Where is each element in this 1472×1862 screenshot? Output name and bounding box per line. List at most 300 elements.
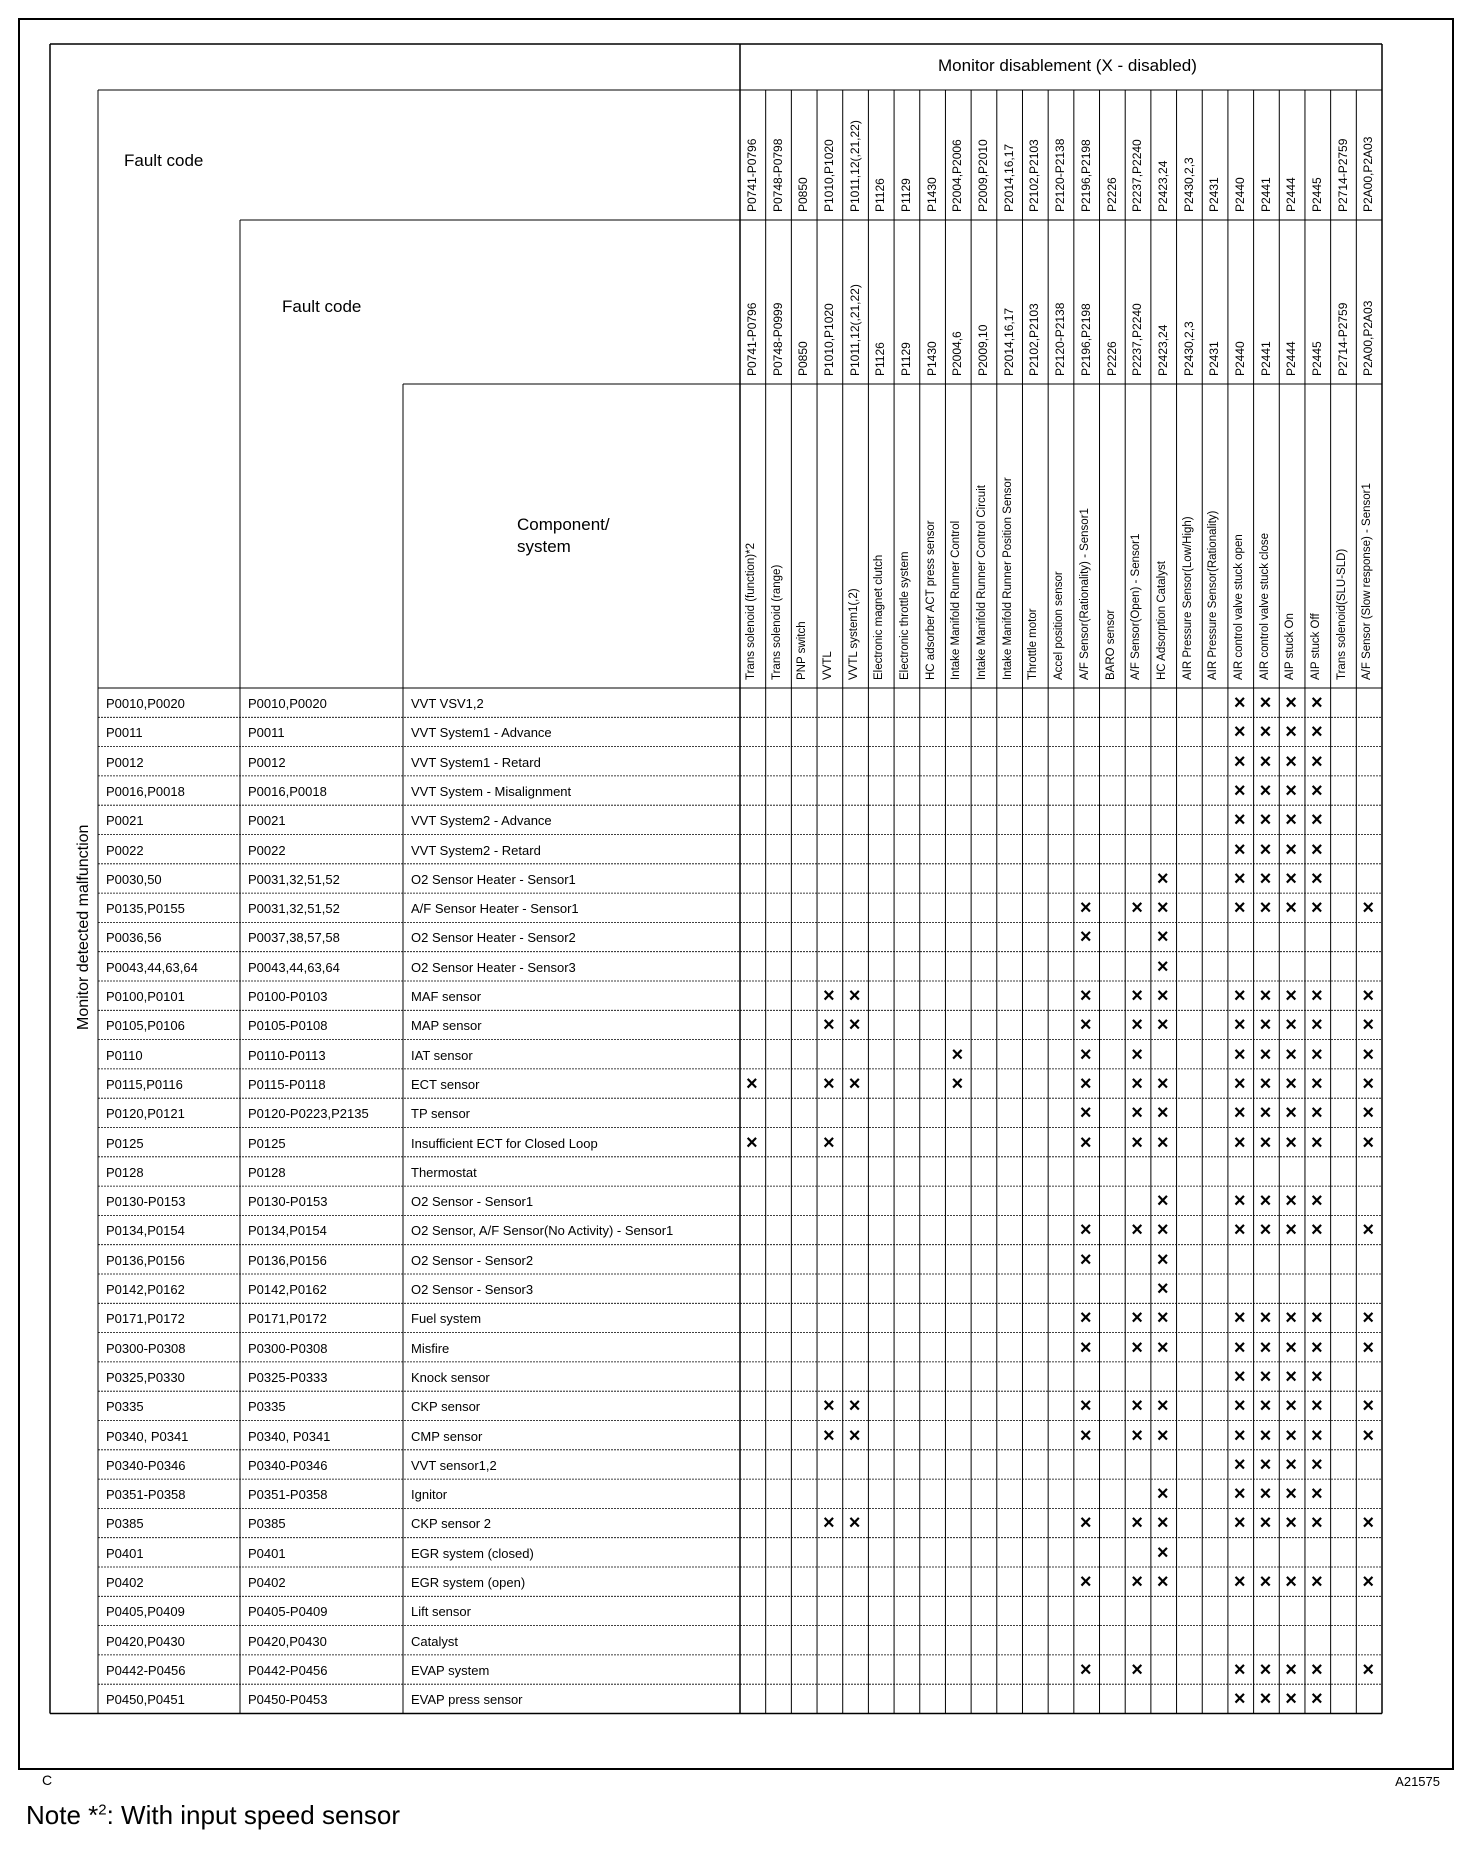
fault-code-cell: P0021 [106,813,144,829]
disabled-mark: × [1233,1336,1246,1359]
disabled-mark: × [848,1512,861,1535]
disabled-mark: × [1259,1483,1272,1506]
fault-code-cell: P0300-P0308 [106,1340,186,1356]
component-cell: CKP sensor 2 [411,1516,491,1532]
disabled-mark: × [1285,1336,1297,1359]
monitor-component: AIR control valve stuck open [1232,534,1245,680]
monitor-code-1: P1129 [899,178,914,212]
disabled-mark: × [1259,1131,1272,1154]
disabled-mark: × [1079,1336,1092,1359]
note-prefix: Note * [26,1800,99,1830]
disabled-mark: × [1156,1190,1169,1213]
fault-code-2-cell: P0120-P0223,P2135 [248,1106,369,1122]
component-cell: ECT sensor [411,1076,480,1092]
disabled-mark: × [1233,1190,1246,1213]
monitor-code-1: P2196,P2198 [1078,139,1093,212]
component-cell: VVT System - Misalignment [411,783,572,799]
disabled-mark: × [1310,721,1323,744]
note-text: : With input speed sensor [106,1800,400,1830]
disabled-mark: × [1156,1512,1169,1535]
monitor-code-1: P0748-P0798 [770,138,785,212]
disabled-mark: × [848,1424,861,1447]
disabled-mark: × [1156,1248,1169,1271]
disabled-mark: × [1259,1365,1272,1388]
disabled-mark: × [1233,1571,1246,1593]
disabled-mark: × [951,1043,964,1066]
fault-code-cell: P0340-P0346 [106,1457,186,1473]
diagnostic-table-frame [18,18,1454,1789]
monitor-code-1: P2714-P2759 [1335,138,1350,212]
disabled-mark: × [1233,1395,1246,1418]
monitor-component: Trans solenoid(SLU-SLD) [1335,548,1348,680]
disabled-mark: × [1310,1102,1323,1125]
disabled-mark: × [1362,1131,1374,1154]
disabled-mark: × [1285,1131,1297,1154]
disabled-mark: × [1259,721,1272,744]
fault-code-cell: P0420,P0430 [106,1633,185,1649]
monitor-component: Electronic magnet clutch [873,554,886,680]
component-cell: O2 Sensor Heater - Sensor3 [411,959,576,975]
fault-code-cell: P0142,P0162 [106,1282,185,1297]
component-cell: Misfire [411,1340,450,1356]
fault-code-2-cell: P0043,44,63,64 [248,959,340,975]
disabled-mark: × [1285,1219,1297,1242]
monitor-code-2: P2430,2,3 [1181,321,1196,376]
fault-code-cell: P0011 [106,725,143,741]
disabled-mark: × [1079,1072,1092,1095]
disabled-mark: × [1079,1395,1092,1418]
disabled-mark: × [1131,1336,1143,1359]
disabled-mark: × [1362,1043,1374,1066]
disabled-mark: × [1310,809,1323,832]
disabled-mark: × [1362,1512,1374,1535]
disabled-mark: × [1156,867,1169,890]
disabled-mark: × [1156,985,1169,1007]
monitor-code-1: P2009,P2010 [976,139,991,212]
fault-code-cell: P0340, P0341 [106,1428,189,1444]
component-cell: VVT System2 - Retard [411,842,541,858]
monitor-code-2: P2714-P2759 [1335,302,1350,376]
disabled-mark: × [1079,897,1092,920]
fault-code-cell: P0405,P0409 [106,1604,185,1620]
fault-code-2-cell: P0136,P0156 [248,1252,327,1268]
disabled-mark: × [1259,809,1272,832]
disabled-mark: × [1310,750,1323,773]
disabled-mark: × [1285,692,1297,714]
disabled-mark: × [1310,1190,1323,1213]
fault-code-2-cell: P0401 [248,1545,286,1561]
disabled-mark: × [1310,867,1323,890]
monitor-code-2: P2196,P2198 [1078,303,1093,376]
monitor-component: AIR control valve stuck close [1258,532,1271,680]
disabled-mark: × [1310,1307,1323,1330]
component-cell: Thermostat [411,1164,477,1180]
disabled-mark: × [1156,1424,1169,1447]
fault-code-cell: P0442-P0456 [106,1662,186,1678]
monitor-code-2: P2423,24 [1155,324,1170,376]
disabled-mark: × [1362,1395,1374,1418]
disabled-mark: × [1285,779,1297,802]
component-cell: CMP sensor [411,1428,483,1444]
disabled-mark: × [1259,1014,1272,1037]
fault-code-2-cell: P0351-P0358 [248,1487,328,1503]
disabled-mark: × [1285,1072,1297,1095]
disabled-mark: × [1233,1512,1246,1535]
component-cell: MAF sensor [411,989,482,1004]
fault-code-cell: P0105,P0106 [106,1018,185,1034]
monitor-component: Trans solenoid (function)*2 [745,542,757,680]
fault-code-cell: P0135,P0155 [106,901,185,917]
disabled-mark: × [1362,985,1374,1007]
monitor-code-2: P1011,12(,21,22) [847,284,862,376]
monitor-component: Intake Manifold Runner Control [950,520,963,680]
disabled-mark: × [1079,1014,1092,1037]
fault-code-2-cell: P0125 [248,1135,286,1151]
monitor-code-2: P2440 [1232,341,1247,376]
disabled-mark: × [1285,1102,1297,1125]
monitor-code-1: P2441 [1258,177,1273,212]
disabled-mark: × [1310,838,1323,861]
fault-code-cell: P0110 [106,1047,143,1063]
fault-code-cell: P0125 [106,1135,144,1151]
disabled-mark: × [1310,1571,1323,1593]
component-cell: Catalyst [411,1633,458,1649]
monitor-code-1: P1011,12(,21,22) [847,120,862,212]
fault-code-2-cell: P0171,P0172 [248,1311,327,1327]
disabled-mark: × [1285,1190,1297,1213]
disabled-mark: × [1079,1043,1092,1066]
figure-id: A21575 [1395,1774,1440,1789]
disabled-mark: × [1079,1219,1092,1242]
component-cell: O2 Sensor, A/F Sensor(No Activity) - Sensor1 [411,1223,674,1239]
component-cell: IAT sensor [411,1047,473,1063]
fault-code-cell: P0325,P0330 [106,1369,185,1385]
disabled-mark: × [1362,1102,1374,1125]
monitor-component: Accel position sensor [1053,571,1066,680]
fault-code-2-cell: P0037,38,57,58 [248,930,340,946]
fault-code-2-cell: P0442-P0456 [248,1662,328,1678]
disabled-mark: × [1233,1072,1246,1095]
fault-code-cell: P0450,P0451 [106,1692,185,1708]
disabled-mark: × [1156,1102,1169,1125]
disabled-mark: × [1156,1307,1169,1330]
disabled-mark: × [746,1131,758,1154]
note-sup: 2 [98,1801,107,1819]
disabled-mark: × [1310,1131,1323,1154]
component-cell: EVAP press sensor [411,1692,523,1708]
disabled-mark: × [1285,1365,1297,1388]
fault-code-2-cell: P0130-P0153 [248,1194,328,1210]
fault-code-2-cell: P0340, P0341 [248,1428,331,1444]
monitor-component: Trans solenoid (range) [770,564,783,680]
monitor-code-2: P2441 [1258,341,1273,376]
monitor-code-2: P2102,P2103 [1027,303,1042,376]
disabled-mark: × [1233,1307,1246,1330]
fault-code-2-cell: P0300-P0308 [248,1340,328,1356]
component-cell: O2 Sensor - Sensor3 [411,1282,534,1297]
monitor-code-2: P1430 [924,341,939,376]
monitor-code-2: P0741-P0796 [745,302,759,376]
monitor-code-1: P2423,24 [1155,160,1170,212]
disabled-mark: × [1259,1190,1272,1213]
disabled-mark: × [848,1072,861,1095]
disabled-mark: × [823,985,835,1007]
monitor-code-2: P2445 [1309,341,1324,376]
monitor-code-1: P2430,2,3 [1181,157,1196,212]
fault-code-2-cell: P0012 [248,754,286,770]
disabled-mark: × [1233,750,1246,773]
disabled-mark: × [1285,1453,1297,1476]
component-cell: VVT System1 - Retard [411,754,541,770]
disabled-mark: × [1233,721,1246,744]
fault-code-cell: P0010,P0020 [106,696,185,711]
monitor-code-2: P1010,P1020 [822,303,837,376]
component-cell: VVT VSV1,2 [411,696,484,711]
disabled-mark: × [1285,1658,1297,1681]
disabled-mark: × [1259,1072,1272,1095]
fault-code-2-cell: P0115-P0118 [248,1076,326,1092]
table-title: Monitor disablement (X - disabled) [938,56,1197,75]
monitor-code-2: P2A00,P2A03 [1361,300,1376,376]
disabled-mark: × [1131,985,1143,1007]
disabled-mark: × [1233,1424,1246,1447]
footnote [26,1800,400,1831]
disabled-mark: × [1131,1658,1143,1681]
fault-code-cell: P0043,44,63,64 [106,959,198,975]
component-cell: TP sensor [411,1106,471,1122]
disabled-mark: × [1362,897,1374,920]
disabled-mark: × [823,1014,835,1037]
fault-code-2-cell: P0031,32,51,52 [248,871,340,887]
disabled-mark: × [1285,1043,1297,1066]
disabled-mark: × [1310,779,1323,802]
fault-code-cell: P0128 [106,1164,144,1180]
monitor-code-2: P2004,6 [950,331,965,376]
component-cell: EGR system (closed) [411,1545,534,1561]
disabled-mark: × [1259,750,1272,773]
fault-code-cell: P0022 [106,842,144,858]
fault-code-2-cell: P0325-P0333 [248,1369,328,1385]
component-cell: Knock sensor [411,1369,490,1385]
disabled-mark: × [848,1014,861,1037]
disabled-mark: × [1362,1072,1374,1095]
monitor-component: AIP stuck Off [1309,613,1322,680]
monitor-code-2: P2120-P2138 [1053,302,1068,376]
disabled-mark: × [1259,1512,1272,1535]
monitor-component: VVTL system1(,2) [847,588,860,680]
fault-code-2-cell: P0110-P0113 [248,1047,326,1063]
disabled-mark: × [1131,1102,1143,1125]
fault-code-cell: P0134,P0154 [106,1223,185,1239]
component-cell: VVT System1 - Advance [411,725,552,741]
fault-code-header-1: Fault code [124,151,204,170]
monitor-component: Electronic throttle system [899,551,912,680]
monitor-code-1: P2004,P2006 [950,139,965,212]
fault-code-cell: P0016,P0018 [106,783,185,799]
fault-code-2-cell: P0405-P0409 [248,1604,328,1620]
disabled-mark: × [1310,1512,1323,1535]
disabled-mark: × [1259,1658,1272,1681]
component-cell: O2 Sensor Heater - Sensor2 [411,930,576,946]
monitor-component: AIR Pressure Sensor(Rationality) [1207,510,1220,680]
monitor-code-1: P1430 [924,177,939,212]
monitor-component: AIP stuck On [1284,613,1297,680]
monitor-code-1: P2A00,P2A03 [1361,136,1376,212]
disabled-mark: × [1156,1483,1169,1506]
fault-code-2-cell: P0031,32,51,52 [248,901,340,917]
fault-code-2-cell: P0335 [248,1399,286,1415]
disabled-mark: × [1362,1336,1374,1359]
component-cell: Insufficient ECT for Closed Loop [411,1135,598,1151]
fault-code-2-cell: P0385 [248,1516,286,1532]
monitor-code-2: P0748-P0999 [770,302,785,376]
monitor-code-2: P2226 [1104,341,1119,376]
side-label: Monitor detected malfunction [75,824,92,1030]
component-cell: O2 Sensor Heater - Sensor1 [411,871,576,887]
fault-code-2-cell: P0021 [248,813,286,829]
disabled-mark: × [1259,692,1272,714]
monitor-component: PNP switch [796,621,809,680]
monitor-code-1: P2431 [1207,177,1222,212]
disabled-mark: × [1285,809,1297,832]
fault-code-cell: P0036,56 [106,930,162,946]
disabled-mark: × [1259,1453,1272,1476]
disabled-mark: × [1310,1483,1323,1506]
monitor-component: VVTL [822,651,835,680]
monitor-code-2: P2237,P2240 [1130,303,1145,376]
disabled-mark: × [1156,926,1169,949]
disabled-mark: × [1131,1512,1143,1535]
disabled-mark: × [1233,1043,1246,1066]
disabled-mark: × [848,985,861,1007]
disabled-mark: × [1259,985,1272,1007]
monitor-component: AIR Pressure Sensor(Low/High) [1181,516,1194,680]
disabled-mark: × [1233,1014,1246,1037]
disabled-mark: × [1079,1307,1092,1330]
disabled-mark: × [1156,897,1169,920]
disabled-mark: × [1156,1014,1169,1037]
disabled-mark: × [1079,1424,1092,1447]
disabled-mark: × [1310,1014,1323,1037]
disabled-mark: × [1131,1072,1143,1095]
component-cell: MAP sensor [411,1018,482,1034]
disabled-mark: × [1233,1219,1246,1242]
component-cell: Fuel system [411,1311,482,1327]
fault-code-2-cell: P0402 [248,1575,286,1590]
monitor-component: A/F Sensor(Rationality) - Sensor1 [1078,508,1091,680]
fault-code-cell: P0012 [106,754,144,770]
fault-code-2-cell: P0420,P0430 [248,1633,327,1649]
fault-code-cell: P0120,P0121 [106,1106,185,1122]
disabled-mark: × [1285,838,1297,861]
component-cell: VVT System2 - Advance [411,813,552,829]
disabled-mark: × [1156,1219,1169,1242]
component-cell: A/F Sensor Heater - Sensor1 [411,901,579,917]
monitor-code-1: P2226 [1104,177,1119,212]
monitor-code-1: P1010,P1020 [822,139,837,212]
disabled-mark: × [1131,1424,1143,1447]
disabled-mark: × [823,1072,835,1095]
disabled-mark: × [1310,1688,1323,1711]
fault-code-2-cell: P0142,P0162 [248,1282,327,1297]
disabled-mark: × [1259,838,1272,861]
disabled-mark: × [746,1072,758,1095]
monitor-code-1: P1126 [873,178,888,212]
disabled-mark: × [1285,897,1297,920]
disabled-mark: × [1259,1307,1272,1330]
disabled-mark: × [1233,1102,1246,1125]
monitor-code-1: P2237,P2240 [1130,139,1145,212]
component-cell: O2 Sensor - Sensor2 [411,1252,534,1268]
fault-code-cell: P0351-P0358 [106,1487,186,1503]
disabled-mark: × [1131,1043,1143,1066]
monitor-component: BARO sensor [1104,609,1117,680]
fault-code-2-cell: P0134,P0154 [248,1223,327,1239]
disabled-mark: × [1259,867,1272,890]
disabled-mark: × [1362,1219,1374,1242]
disabled-mark: × [1131,1014,1143,1037]
disabled-mark: × [1310,1424,1323,1447]
disabled-mark: × [1156,1336,1169,1359]
component-cell: O2 Sensor - Sensor1 [411,1194,534,1210]
monitor-code-1: P2445 [1309,177,1324,212]
disabled-mark: × [1259,1395,1272,1418]
disabled-mark: × [823,1131,835,1154]
disabled-mark: × [1285,867,1297,890]
fault-code-2-cell: P0022 [248,842,286,858]
disabled-mark: × [1259,1336,1272,1359]
disabled-mark: × [1156,1541,1169,1564]
fault-code-2-cell: P0450-P0453 [248,1692,328,1708]
monitor-code-1: P0741-P0796 [745,138,759,212]
disabled-mark: × [1131,1307,1143,1330]
disabled-mark: × [1259,1102,1272,1125]
disabled-mark: × [1362,1307,1374,1330]
disabled-mark: × [1233,897,1246,920]
disabled-mark: × [1285,1483,1297,1506]
component-header: Component/ system [517,515,610,556]
disabled-mark: × [1156,1072,1169,1095]
disabled-mark: × [1079,1512,1092,1535]
monitor-component: Throttle motor [1027,608,1040,680]
disabled-mark: × [1079,1658,1092,1681]
fault-code-header-2: Fault code [282,297,362,316]
disabled-mark: × [1285,1424,1297,1447]
disabled-mark: × [1285,985,1297,1007]
component-cell: EGR system (open) [411,1575,526,1590]
fault-code-cell: P0136,P0156 [106,1252,185,1268]
disabled-mark: × [1310,692,1323,714]
disabled-mark: × [1310,1072,1323,1095]
disabled-mark: × [1310,1365,1323,1388]
disabled-mark: × [1362,1658,1374,1681]
disabled-mark: × [1285,750,1297,773]
fault-code-cell: P0402 [106,1575,144,1590]
disabled-mark: × [1079,1102,1092,1125]
disabled-mark: × [1233,809,1246,832]
disabled-mark: × [1233,985,1246,1007]
component-cell: Lift sensor [411,1604,471,1620]
disabled-mark: × [1259,779,1272,802]
monitor-code-2: P2014,16,17 [1001,307,1016,376]
monitor-code-2: P2009,10 [976,324,991,376]
disabled-mark: × [1131,1395,1143,1418]
monitor-component: Intake Manifold Runner Position Sensor [1001,477,1014,680]
disabled-mark: × [1285,1014,1297,1037]
disabled-mark: × [1362,1424,1374,1447]
disabled-mark: × [1079,985,1092,1007]
disabled-mark: × [1156,955,1169,978]
